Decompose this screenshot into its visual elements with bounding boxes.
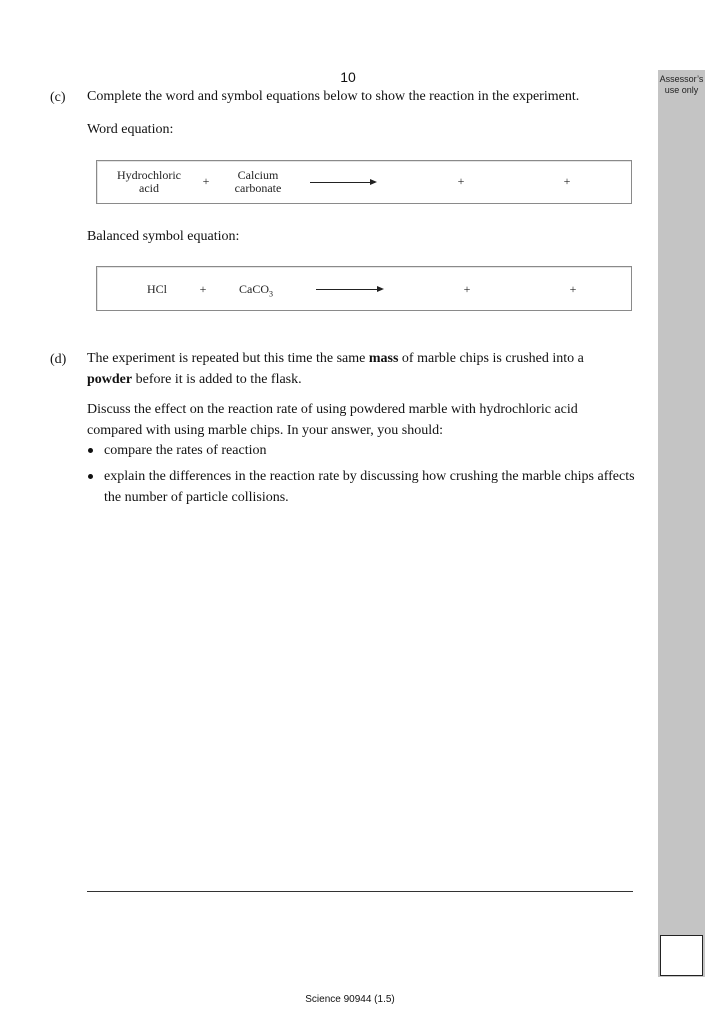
part-d-intro (87, 348, 627, 390)
word-equation-heading: Word equation: (87, 122, 174, 137)
word-reactant-2: Calcium carbonate (234, 168, 282, 195)
symbol-reaction-arrow (316, 289, 382, 290)
bullet-item: explain the differences in the reaction rate by discussing how crushing the marble chips affects the number of particle collisions. (87, 466, 637, 508)
part-d-bullet-list (87, 440, 637, 513)
word-plus-2: + (457, 174, 465, 188)
part-d-intro-bold-powder: powder (87, 372, 133, 387)
part-d-intro-text-2: of marble chips is crushed into a (398, 351, 584, 366)
part-c-instruction: Complete the word and symbol equations below to show the reaction in the experiment. (87, 89, 580, 104)
bullet-item: compare the rates of reaction (87, 440, 637, 461)
part-d-intro-text-3: before it is added to the flask. (132, 372, 302, 387)
word-equation-box (96, 160, 632, 204)
symbol-plus-2: + (463, 282, 471, 296)
page-number: 10 (340, 69, 356, 85)
word-reaction-arrow (310, 182, 375, 183)
word-plus-1: + (202, 174, 210, 188)
assessor-label: Assessor’s use only (659, 74, 704, 95)
footer: Science 90944 (1.5) (305, 994, 395, 1005)
part-d-intro-text-1: The experiment is repeated but this time the same (87, 351, 369, 366)
symbol-plus-1: + (199, 282, 207, 296)
part-d-label: (d) (50, 352, 67, 367)
part-d-discuss: Discuss the effect on the reaction rate of using powdered marble with hydrochloric acid compared with using marble chips. In your answer, you should: (87, 402, 578, 438)
symbol-reactant-2-subscript: 3 (269, 289, 273, 299)
symbol-plus-3: + (569, 282, 577, 296)
word-reactant-1: Hydrochloric acid (117, 168, 181, 195)
assessor-mark-box (660, 935, 703, 976)
symbol-equation-box (96, 266, 632, 311)
symbol-equation-heading: Balanced symbol equation: (87, 229, 240, 244)
part-c-label: (c) (50, 90, 66, 105)
answer-line (87, 891, 633, 892)
symbol-reactant-2 (239, 283, 289, 300)
part-d-intro-bold-mass: mass (368, 351, 399, 366)
symbol-reactant-2-formula: CaCO (239, 282, 269, 296)
word-plus-3: + (563, 174, 571, 188)
assessor-column (658, 70, 705, 977)
symbol-reactant-1: HCl (146, 282, 167, 296)
